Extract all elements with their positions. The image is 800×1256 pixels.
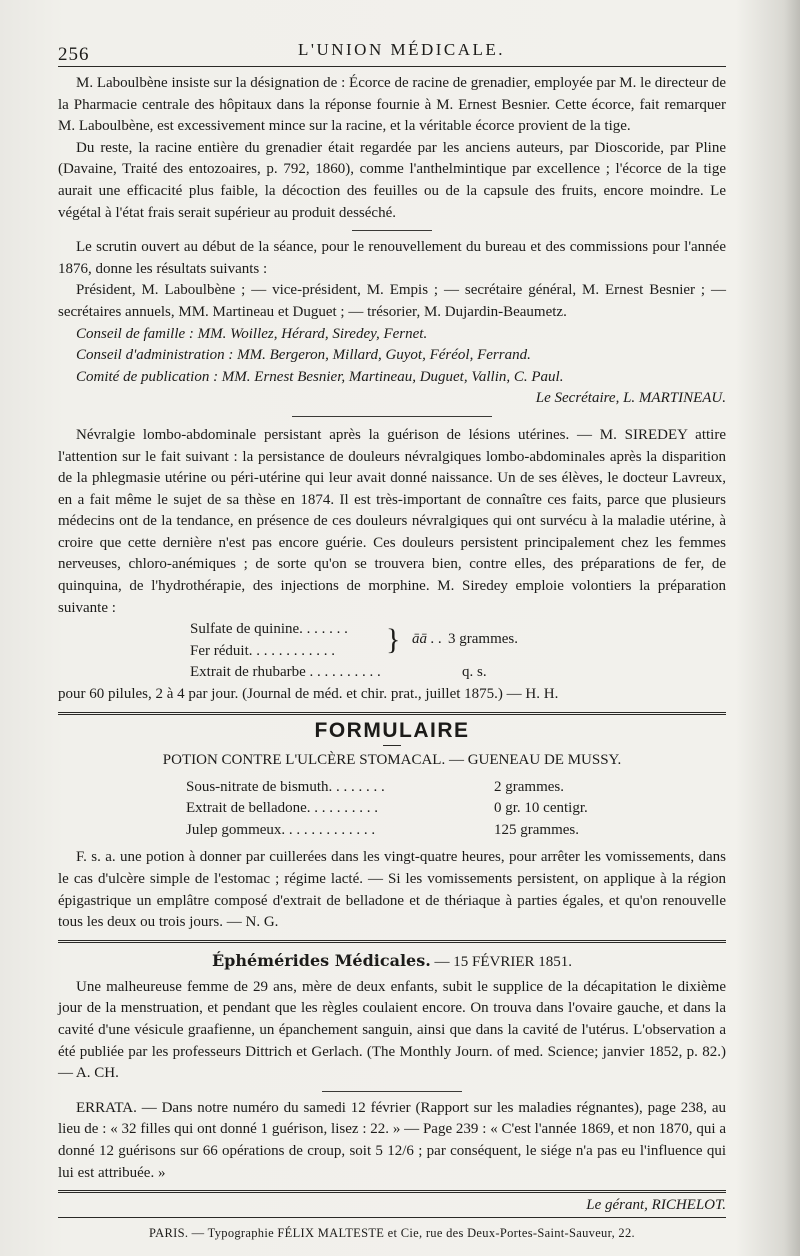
- paragraph-laboulbene: M. Laboulbène insiste sur la désignation de : Écorce de racine de grenadier, employée par M. le directeur de la Pharmacie centrale des hôpitaux dans la réponse fournie à M. Ernest Besnier. Cette écorce, fait remarquer M. Laboulbène, est excessivement mince sur la racine, et la véritable écorce provient de la tige.: [58, 75, 726, 135]
- potion-formula: [58, 777, 726, 842]
- paragraph-nevralgie: Névralgie lombo-abdominale persistant après la guérison de lésions utérines. — M. SIREDEY attire l'attention sur le fait suivant : la persistance de douleurs névralgiques lombo-abdominales après la disparition de la phlegmasie utérine ou péri-utérine qui leur avait donné naissance. Un de ses élèves, le docteur Lavreux, en a fait même le sujet de sa thèse en 1874. Il est très-important de connaître ces faits, parce que plusieurs médecins ont de la tendance, en présence de ces douleurs névralgiques qui ont survécu à la maladie utérine, à croire que cette dernière n'est pas encore guérie. Ces douleurs persistent principalement chez les femmes nerveuses, chloro-anémiques ; de sorte qu'on se trouvera bien, contre elles, des préparations de fer, de quinquina, de l'hydrothérapie, des injections de morphine. M. Siredey emploie volontiers la préparation suivante :: [58, 426, 726, 616]
- section-rule-2: [58, 940, 726, 943]
- journal-title: L'UNION MÉDICALE.: [298, 40, 506, 59]
- section-rule: [58, 712, 726, 715]
- paragraph-bureau: Président, M. Laboulbène ; — vice-président, M. Empis ; — secrétaire général, M. Ernest Besnier ; — secrétaires annuels, MM. Martineau et Duguet ; — trésorier, M. Dujardin-Beaumetz.: [58, 282, 726, 320]
- ephemerides-title: Éphémérides Médicales.: [211, 950, 431, 970]
- paragraph-comite-publication: Comité de publication : MM. Ernest Besnier, Martineau, Duguet, Vallin, C. Paul.: [76, 368, 564, 385]
- formula-quantity: 0 gr. 10 centigr.: [494, 800, 588, 817]
- formula-quantity: q. s.: [462, 664, 487, 681]
- formula-ingredient: Sous-nitrate de bismuth. . . . . . . .: [186, 778, 385, 795]
- formula-ingredient: Fer réduit. . . . . . . . . . . .: [190, 642, 335, 659]
- paragraph-errata: ERRATA. — Dans notre numéro du samedi 12 février (Rapport sur les maladies régnantes), page 238, au lieu de : « 32 filles qui ont donné 1 guérison, lisez : 22. » — Page 239 : « C'est l'année 1869, et non 1870, qui a donné 12 guérisons sur 66 opérations de croup, soit 5 12/6 ; par conséquent, le siége n'a pas eu l'influence qui lui est attribuée. »: [58, 1099, 726, 1181]
- formula-row: [58, 798, 726, 820]
- closing-rule: [58, 1190, 726, 1193]
- ephemerides-date: — 15 FÉVRIER 1851.: [434, 953, 573, 970]
- short-rule: [383, 745, 401, 746]
- separator-rule-3: [322, 1091, 462, 1092]
- separator-rule-2: [292, 416, 492, 417]
- page-content: [58, 30, 726, 1241]
- printer-imprint: PARIS. — Typographie FÉLIX MALTESTE et Cie, rue des Deux-Portes-Saint-Sauveur, 22.: [149, 1225, 635, 1240]
- section-subtitle: POTION CONTRE L'ULCÈRE STOMACAL. — GUENEAU DE MUSSY.: [162, 751, 622, 768]
- manager-signature: Le gérant, RICHELOT.: [586, 1197, 726, 1214]
- formula-row: [58, 662, 726, 684]
- paragraph-scrutin: Le scrutin ouvert au début de la séance, pour le renouvellement du bureau et des commissions pour l'année 1876, donne les résultats suivants :: [58, 239, 726, 277]
- formula-ingredient: Sulfate de quinine. . . . . . .: [190, 621, 348, 638]
- formula-row: [58, 641, 726, 663]
- formula-ingredient: Extrait de rhubarbe . . . . . . . . . .: [190, 664, 381, 681]
- brace-icon: }: [386, 623, 401, 657]
- paragraph-decapitation: Une malheureuse femme de 29 ans, mère de deux enfants, subit le supplice de la décapitation le dixième jour de la menstruation, et pendant que les règles coulaient encore. On trouva dans l'ovaire gauche, et dans la cavité d'une vésicule graafienne, un épanchement sanguin, ainsi que dans la cavité de l'utérus. L'observation a été publiée par les professeurs Dittrich et Gerlach. (The Monthly Journ. of med. Science; janvier 1852, p. 82.) — A. CH.: [58, 978, 726, 1082]
- running-head: [58, 30, 726, 66]
- formula-row: [58, 777, 726, 799]
- secretary-signature: Le Secrétaire, L. MARTINEAU.: [535, 390, 726, 407]
- paragraph-pilules: pour 60 pilules, 2 à 4 par jour. (Journal de méd. et chir. prat., juillet 1875.) — H. H.: [58, 686, 559, 703]
- page-number: 256: [58, 44, 90, 65]
- paragraph-conseil-famille: Conseil de famille : MM. Woillez, Hérard, Siredey, Fernet.: [76, 325, 428, 342]
- paragraph-potion: F. s. a. une potion à donner par cuillerées dans les vingt-quatre heures, pour arrêter les vomissements, dans le cas d'ulcère simple de l'estomac ; régime lacté. — Si les vomissements persistent, on applique à la région épigastrique un emplâtre composé d'extrait de belladone et de thériaque à parties égales, et qu'on renouvelle tous les deux ou trois jours. — N. G.: [58, 849, 726, 931]
- formula-ingredient: Extrait de belladone. . . . . . . . . .: [186, 800, 379, 817]
- formula-quantity: 2 grammes.: [494, 778, 564, 795]
- formula-row: [58, 820, 726, 842]
- ephemerides-heading: [58, 951, 726, 971]
- formula-brace-label: āā . .: [412, 631, 442, 648]
- paragraph-grenadier: Du reste, la racine entière du grenadier était regardée par les anciens auteurs, par Dioscoride, par Pline (Davaine, Traité des entozoaires, p. 792, 1860), comme l'anthelmintique par excellence ; l'écorce de la tige aurait une efficacité plus faible, la décoction des feuilles ou de la capsule des fruits, encore moindre. Le végétal à l'état frais serait supérieur au produit desséché.: [58, 139, 726, 221]
- formula-ingredient: Julep gommeux. . . . . . . . . . . . .: [186, 821, 376, 838]
- separator-rule: [352, 230, 432, 231]
- footer-rule: [58, 1217, 726, 1218]
- prescription-formula: [58, 619, 726, 684]
- formula-brace-quantity: 3 grammes.: [448, 631, 518, 648]
- paragraph-conseil-administration: Conseil d'administration : MM. Bergeron, Millard, Guyot, Féréol, Ferrand.: [76, 347, 531, 364]
- section-title: FORMULAIRE: [314, 718, 470, 742]
- formula-quantity: 125 grammes.: [494, 821, 579, 838]
